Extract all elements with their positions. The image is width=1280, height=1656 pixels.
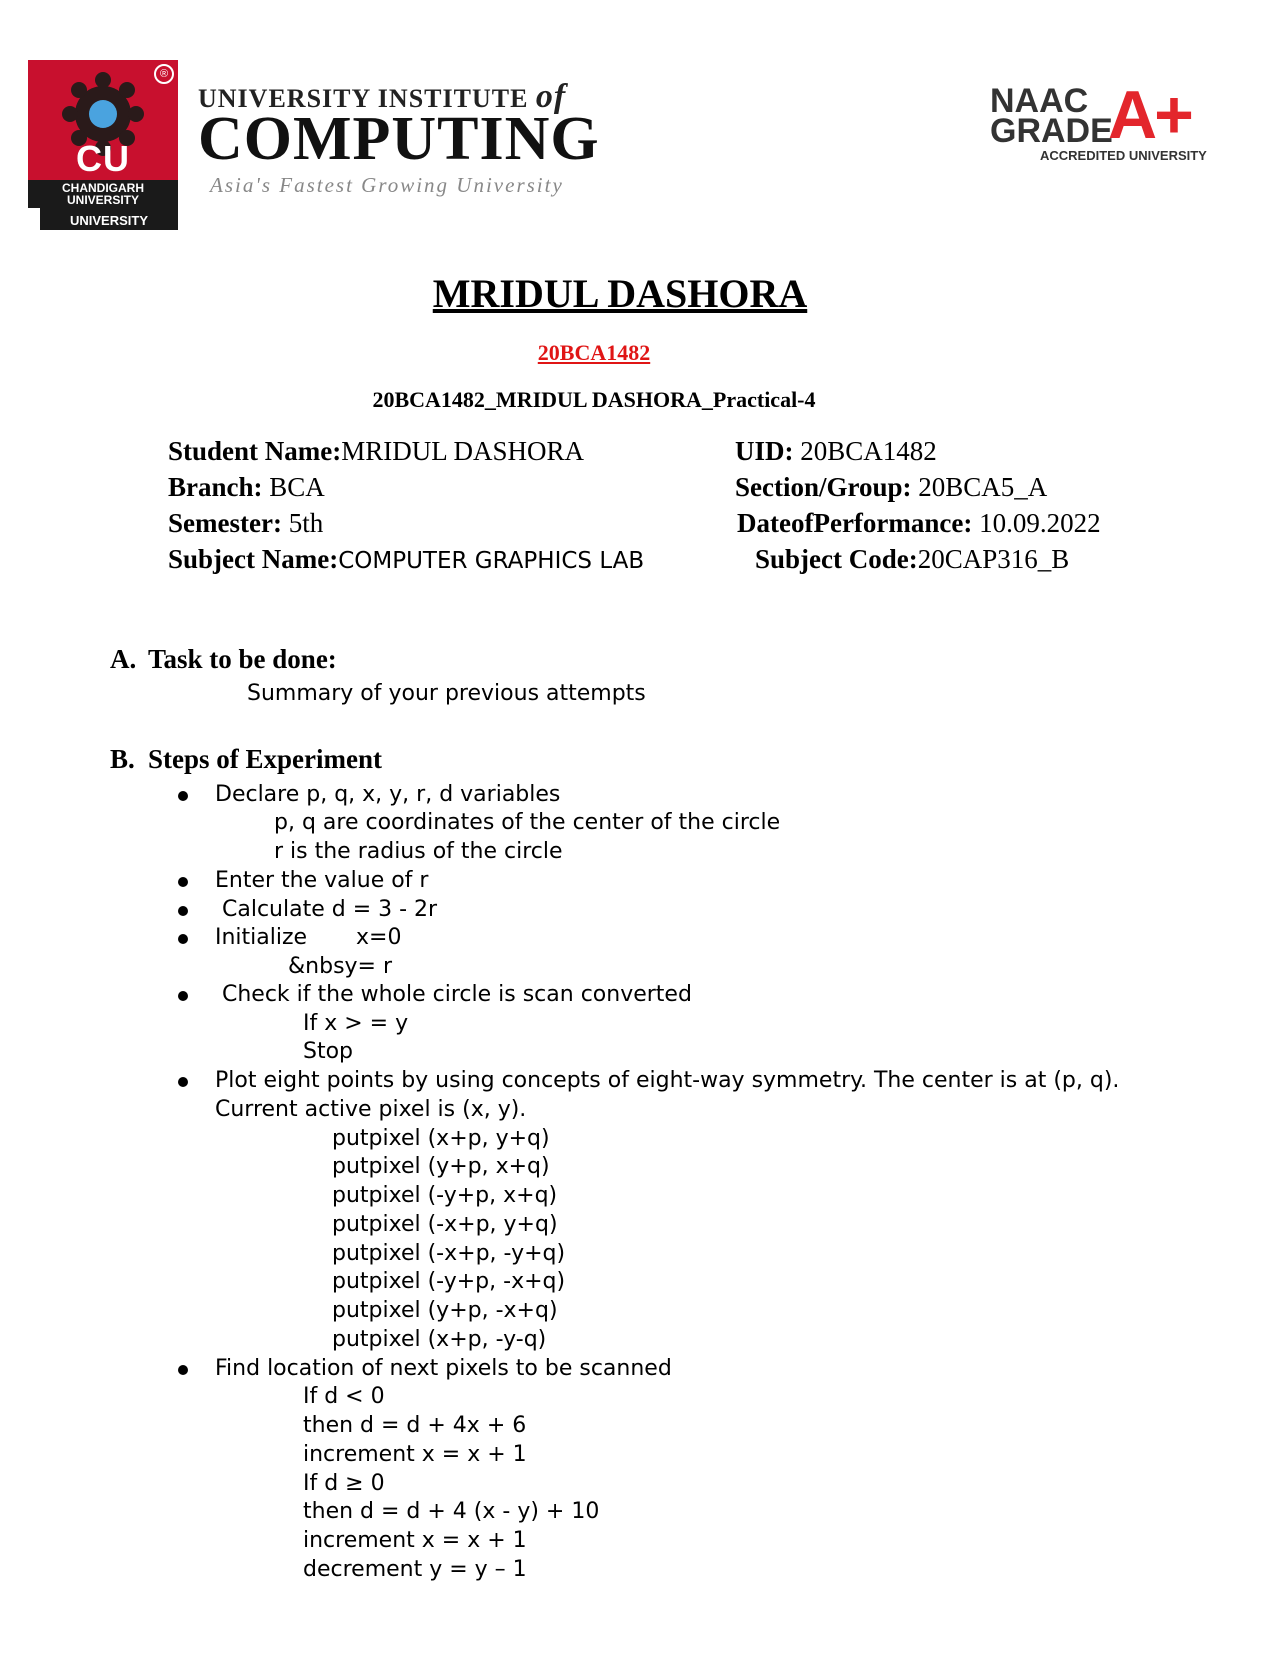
- cu-university-name: CHANDIGARH UNIVERSITY: [28, 180, 178, 208]
- naac-accredited: ACCREDITED UNIVERSITY: [1040, 148, 1207, 163]
- uid-row: UID: 20BCA1482: [735, 436, 937, 466]
- step-line: p, q are coordinates of the center of the circle: [274, 810, 781, 835]
- bullet-icon: [178, 791, 188, 801]
- institute-line-2: COMPUTING: [198, 105, 600, 173]
- step-line: putpixel (-y+p, x+q): [332, 1183, 558, 1208]
- page-title: MRIDUL DASHORA: [432, 271, 808, 316]
- subject-code-row: Subject Code:20CAP316_B: [755, 544, 1070, 574]
- step-line: putpixel (x+p, y+q): [332, 1126, 550, 1151]
- student-name-row: Student Name:MRIDUL DASHORA: [168, 436, 585, 466]
- step-line: If d < 0: [303, 1384, 385, 1409]
- step-line: Current active pixel is (x, y).: [215, 1097, 527, 1122]
- naac-badge: [990, 77, 1220, 166]
- institute-line-1: UNIVERSITY INSTITUTE of: [198, 78, 567, 115]
- step-line: Calculate d = 3 - 2r: [215, 897, 438, 922]
- step-line: increment x = x + 1: [303, 1528, 527, 1553]
- section-a-heading: A. Task to be done:: [110, 644, 337, 674]
- chandigarh-university-logo: [28, 60, 180, 235]
- bullet-icon: [178, 1365, 188, 1375]
- bullet-icon: [178, 877, 188, 887]
- step-line: putpixel (-x+p, -y+q): [332, 1241, 566, 1266]
- step-line: If d ≥ 0: [303, 1471, 385, 1496]
- step-line: Find location of next pixels to be scanned: [215, 1356, 672, 1381]
- section-a-text: Summary of your previous attempts: [247, 681, 646, 706]
- step-line: Initialize x=0: [215, 925, 402, 950]
- practical-title: 20BCA1482_MRIDUL DASHORA_Practical-4: [372, 387, 816, 412]
- step-line: putpixel (-y+p, -x+q): [332, 1269, 566, 1294]
- step-line: increment x = x + 1: [303, 1442, 527, 1467]
- step-line: putpixel (y+p, x+q): [332, 1154, 550, 1179]
- step-line: decrement y = y – 1: [303, 1557, 527, 1582]
- section-row: Section/Group: 20BCA5_A: [735, 472, 1048, 502]
- step-line: r is the radius of the circle: [274, 839, 563, 864]
- step-line: then d = d + 4 (x - y) + 10: [303, 1499, 600, 1524]
- date-row: DateofPerformance: 10.09.2022: [737, 508, 1101, 538]
- step-line: then d = d + 4x + 6: [303, 1413, 527, 1438]
- cu-university-strip: UNIVERSITY: [40, 208, 178, 230]
- step-line: putpixel (x+p, -y-q): [332, 1327, 547, 1352]
- step-line: putpixel (-x+p, y+q): [332, 1212, 558, 1237]
- step-line: Declare p, q, x, y, r, d variables: [215, 782, 561, 807]
- branch-row: Branch: BCA: [168, 472, 325, 502]
- uid-subtitle: 20BCA1482: [537, 340, 651, 365]
- registered-mark: ®: [154, 64, 174, 84]
- institute-logo: [198, 70, 738, 197]
- subject-name-row: Subject Name:COMPUTER GRAPHICS LAB: [168, 544, 645, 574]
- cu-logo-red-block: [28, 60, 178, 208]
- bullet-icon: [178, 906, 188, 916]
- bullet-icon: [178, 1077, 188, 1087]
- naac-grade: A+: [1108, 77, 1191, 153]
- cu-letters: CU: [76, 138, 130, 179]
- semester-row: Semester: 5th: [168, 508, 324, 538]
- step-line: Enter the value of r: [215, 868, 429, 893]
- step-line: Plot eight points by using concepts of eight-way symmetry. The center is at (p, q).: [215, 1068, 1120, 1093]
- document-header: [0, 0, 1280, 250]
- step-line: Stop: [303, 1039, 354, 1064]
- bullet-icon: [178, 991, 188, 1001]
- step-line: &nbsy= r: [288, 954, 393, 979]
- step-line: If x > = y: [303, 1011, 409, 1036]
- step-line: putpixel (y+p, -x+q): [332, 1298, 558, 1323]
- institute-tagline: Asia's Fastest Growing University: [210, 173, 564, 197]
- bullet-icon: [178, 934, 188, 944]
- naac-text: NAAC GRADE: [990, 82, 1113, 150]
- step-line: Check if the whole circle is scan converted: [215, 982, 692, 1007]
- section-b-heading: B. Steps of Experiment: [110, 744, 382, 774]
